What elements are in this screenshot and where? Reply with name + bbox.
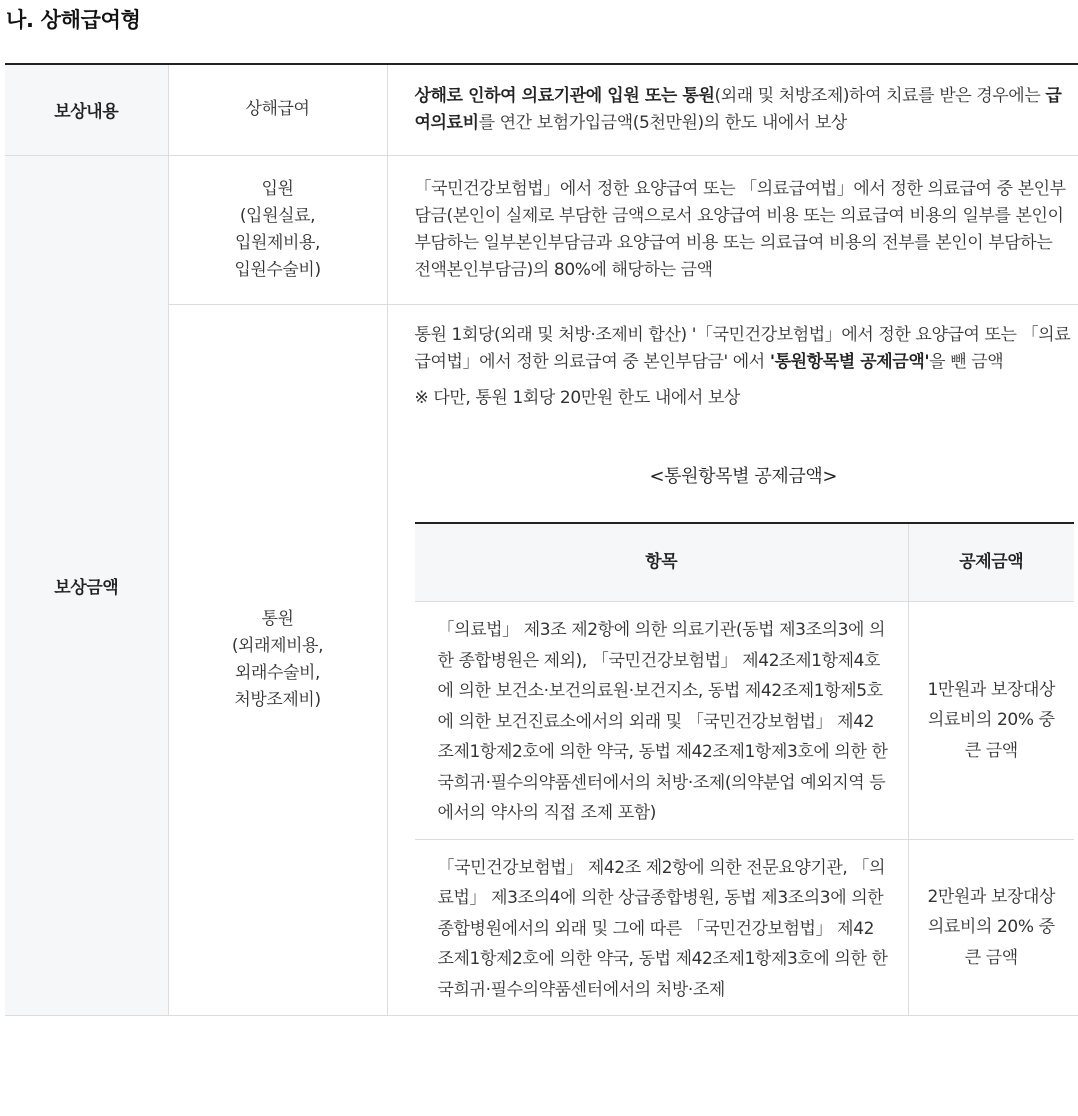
deduction-table-title: <통원항목별 공제금액> — [649, 465, 838, 487]
deduction-table — [415, 522, 1074, 1016]
benefit-table — [5, 63, 1078, 1016]
inpatient-sub — [168, 155, 387, 304]
coverage-sub: 상해급여 — [168, 64, 387, 155]
coverage-desc — [387, 64, 1078, 155]
coverage-row — [5, 64, 1078, 155]
inpatient-desc: 「국민건강보험법」에서 정한 요양급여 또는 「의료급여법」에서 정한 의료급여 중 본인부담금(본인이 실제로 부담한 금액으로서 요양급여 비용 또는 의료급여 비용의 일부를 본인이 부담하는 일부본인부담금과 요양급여 비용 또는 의료급여 비용의 전부를 본인이 부담하는 전액본인부담금)의 80%에 해당하는 금액 — [387, 155, 1078, 304]
outpatient-note: ※ 다만, 통원 1회당 20만원 한도 내에서 보상 — [414, 387, 740, 408]
deduction-header-amount: 공제금액 — [909, 523, 1074, 602]
deduction-header-row — [415, 523, 1074, 602]
outpatient-desc-bold: '통원항목별 공제금액' — [769, 351, 930, 372]
table-row — [415, 602, 1074, 840]
outpatient-sub-line2: (외래제비용, — [231, 635, 324, 656]
outpatient-sub-line4: 처방조제비) — [234, 689, 321, 710]
coverage-head: 보상내용 — [5, 64, 168, 155]
deduction-item-1: 「의료법」 제3조 제2항에 의한 의료기관(동법 제3조의3에 의한 종합병원은 제외), 「국민건강보험법」 제42조제1항제4호에 의한 보건소·보건의료원·보건지소, 동법 제42조제1항제5호에 의한 보건진료소에서의 외래 및 「국민건강보험법」 제42조제1항제2호에 의한 약국, 동법 제42조제1항제3호에 의한 한국희귀·필수의약품센터에서의 처방·조제(의약분업 예외지역 등에서의 약사의 직접 조제 포함) — [415, 602, 909, 840]
outpatient-desc-para — [415, 322, 1073, 376]
amount-head: 보상금액 — [5, 155, 168, 1016]
outpatient-sub — [168, 304, 387, 1016]
coverage-desc-bold1: 상해로 인하여 의료기관에 입원 또는 통원 — [414, 85, 715, 106]
section-title: 나. 상해급여형 — [6, 8, 141, 32]
outpatient-desc-text: 통원 1회당(외래 및 처방·조제비 합산) '「국민건강보험법」에서 정한 요양급여 또는 「의료급여법」에서 정한 의료급여 중 본인부담금' 에서 — [414, 324, 1071, 372]
deduction-amount-2: 2만원과 보장대상 의료비의 20% 중 큰 금액 — [927, 886, 1056, 968]
outpatient-desc — [387, 304, 1078, 1016]
deduction-item-2: 「국민건강보험법」 제42조 제2항에 의한 전문요양기관, 「의료법」 제3조의4에 의한 상급종합병원, 동법 제3조의3에 의한 종합병원에서의 외래 및 그에 따른 「국민건강보험법」 제42조제1항제2호에 의한 약국, 동법 제42조제1항제3호에 의한 한국희귀·필수의약품센터에서의 처방·조제 — [415, 839, 909, 1015]
outpatient-desc-tail: 을 뺀 금액 — [929, 351, 1004, 372]
outpatient-sub-line3: 외래수술비, — [234, 662, 321, 683]
coverage-desc-text2: 를 연간 보험가입금액(5천만원)의 한도 내에서 보상 — [478, 112, 847, 133]
table-row — [415, 839, 1074, 1015]
inpatient-sub-line3: 입원제비용, — [234, 232, 321, 253]
inpatient-row — [5, 155, 1078, 304]
coverage-desc-bold2: 급여의료비 — [414, 85, 1062, 133]
outpatient-sub-line1: 통원 — [261, 608, 294, 629]
inpatient-sub-line4: 입원수술비) — [234, 259, 321, 280]
deduction-header-item: 항목 — [415, 523, 909, 602]
inpatient-sub-line1: 입원 — [261, 178, 294, 199]
deduction-amount-1: 1만원과 보장대상 의료비의 20% 중 큰 금액 — [909, 602, 1074, 840]
inpatient-sub-line2: (입원실료, — [239, 205, 316, 226]
coverage-desc-text1: (외래 및 처방조제)하여 치료를 받은 경우에는 — [714, 85, 1046, 106]
